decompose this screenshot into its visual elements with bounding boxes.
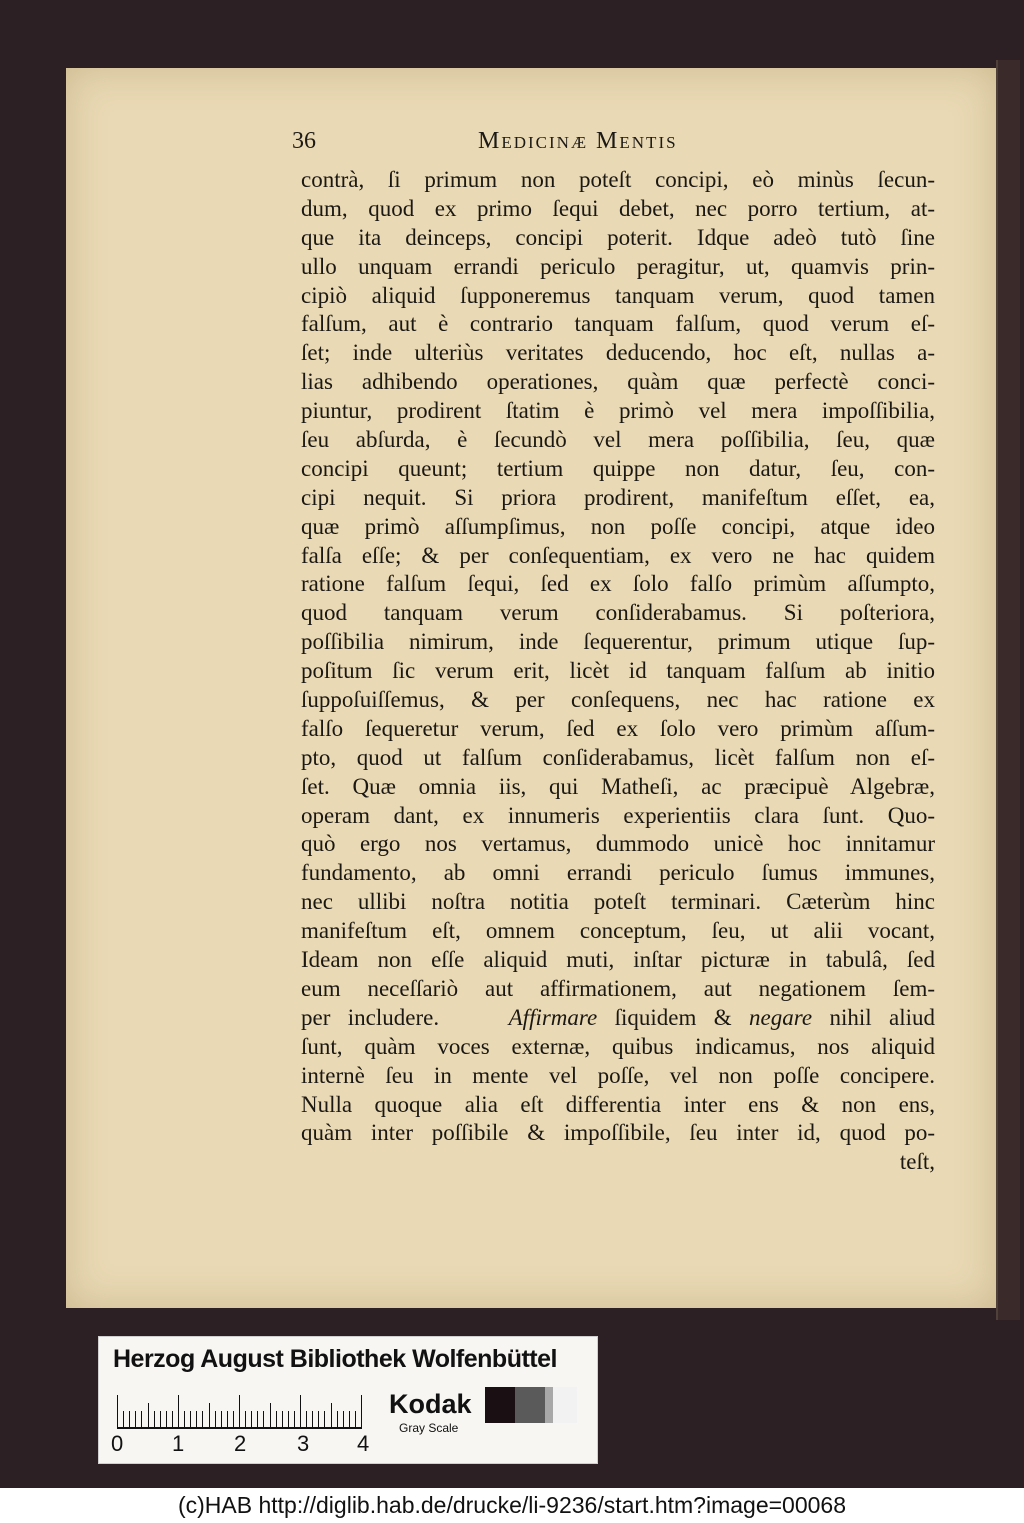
ruler-number: 2: [234, 1431, 247, 1456]
text-line: nec ullibi noſtra notitia poteſt terminari. Cæterùm hinc: [301, 889, 935, 915]
ruler-tick: [312, 1411, 313, 1427]
ruler-tick: [202, 1411, 203, 1427]
copyright-url: (c)HAB http://diglib.hab.de/drucke/li-9236/start.htm?image=00068: [177, 1492, 846, 1518]
page-edge: [996, 60, 1020, 1320]
ruler-tick: [355, 1411, 356, 1427]
ruler-number: 3: [297, 1431, 310, 1456]
ruler-tick: [306, 1411, 307, 1427]
ruler-tick: [318, 1411, 319, 1427]
text-segment: nihil aliud: [812, 1004, 935, 1030]
text-line: fundamento, ab omni errandi periculo ſumus immunes,: [301, 860, 935, 886]
ruler-tick: [184, 1411, 185, 1427]
ruler-tick: [294, 1411, 295, 1427]
ruler-tick: [160, 1411, 161, 1427]
ruler-tick: [276, 1411, 277, 1427]
ruler-tick: [141, 1411, 142, 1427]
running-head: [292, 128, 932, 162]
ruler-tick: [349, 1411, 350, 1427]
text-line: Nulla quoque alia eſt differentia inter ens & non ens,: [301, 1091, 935, 1117]
text-line: falſum, aut è contrario tanquam falſum, quod verum eſ-: [301, 311, 935, 337]
text-line: ſeu abſurda, è ſecundò vel mera poſſibilia, ſeu, quæ: [301, 427, 935, 453]
footer-bar: [0, 1488, 1024, 1523]
text-line: manifeſtum eſt, omnem conceptum, ſeu, ut alii vocant,: [301, 918, 935, 944]
ruler-number: 0: [111, 1431, 124, 1456]
ruler-tick: [129, 1411, 130, 1427]
text-line: lias adhibendo operationes, quàm quæ perfectè conci-: [301, 369, 935, 395]
ruler-tick: [361, 1395, 362, 1427]
gray-swatch-dark: [515, 1387, 545, 1423]
text-line: cipi nequit. Si priora prodirent, manifeſtum eſſet, ea,: [301, 484, 935, 510]
body-text: [301, 166, 935, 1177]
text-line: poſſibilia nimirum, inde ſequerentur, primum utique ſup-: [301, 629, 935, 655]
text-line: poſitum ſic verum erit, licèt id tanquam falſum ab initio: [301, 658, 935, 684]
ruler-tick: [288, 1411, 289, 1427]
text-line: eum neceſſariò aut affirmationem, aut negationem ſem-: [301, 975, 935, 1001]
ruler-tick: [172, 1411, 173, 1427]
gray-scale-label: Gray Scale: [399, 1421, 459, 1435]
text-line: internè ſeu in mente vel poſſe, vel non poſſe concipere.: [301, 1062, 935, 1088]
text-line: ſuppoſuiſſemus, & per conſequens, nec hac ratione ex: [301, 687, 935, 713]
ruler-tick: [117, 1395, 118, 1427]
text-line: quò ergo nos vertamus, dummodo unicè hoc innitamur: [301, 831, 935, 857]
text-line: dum, quod ex primo ſequi debet, nec porro tertium, at-: [301, 195, 935, 221]
text-line: quàm inter poſſibile & impoſſibile, ſeu inter id, quod po-: [301, 1120, 935, 1146]
ruler-tick: [324, 1411, 325, 1427]
ruler-tick: [300, 1395, 301, 1427]
text-line: ratione falſum ſequi, ſed ex ſolo falſo primùm aſſumpto,: [301, 571, 935, 597]
ruler-tick: [190, 1411, 191, 1427]
kodak-logo-text: Kodak: [389, 1389, 472, 1419]
ruler-number: 1: [172, 1431, 185, 1456]
ruler-number: 4: [357, 1431, 370, 1456]
gray-swatch-white: [553, 1387, 577, 1423]
ruler-tick: [251, 1411, 252, 1427]
text-line: concipi queunt; tertium quippe non datur, ſeu, con-: [301, 455, 935, 481]
ruler-tick: [257, 1411, 258, 1427]
italic-term: Affirmare: [508, 1004, 598, 1030]
text-line: contrà, ſi primum non poteſt concipi, eò minùs ſecun-: [301, 167, 935, 192]
text-line: cipiò aliquid ſupponeremus tanquam verum, quod tamen: [301, 282, 935, 308]
ruler-tick: [148, 1403, 149, 1427]
text-line: ullo unquam errandi periculo peragitur, ut, quamvis prin-: [301, 253, 935, 279]
text-line: ſet. Quæ omnia iis, qui Matheſi, ac præcipuè Algebræ,: [301, 773, 935, 799]
text-line: Ideam non eſſe aliquid muti, inſtar picturæ in tabulâ, ſed: [301, 947, 935, 973]
ruler-tick: [196, 1411, 197, 1427]
text-line: que ita deinceps, concipi poterit. Idque adeò tutò ſine: [301, 224, 935, 250]
text-line: pto, quod ut falſum conſiderabamus, licèt falſum non eſ-: [301, 744, 935, 770]
text-line: ſunt, quàm voces externæ, quibus indicamus, nos aliquid: [301, 1033, 935, 1059]
page-number: 36: [292, 128, 316, 154]
ruler-tick: [135, 1411, 136, 1427]
ruler-tick: [331, 1403, 332, 1427]
ruler-tick: [263, 1411, 264, 1427]
ruler-tick: [245, 1411, 246, 1427]
text-line: falſo ſequeretur verum, ſed ex ſolo vero primùm aſſum-: [301, 715, 935, 741]
text-segment: per includere.: [301, 1004, 440, 1030]
ruler-tick: [227, 1411, 228, 1427]
text-line: falſa eſſe; & per conſequentiam, ex vero ne hac quidem: [301, 542, 935, 568]
text-line-with-italics: [301, 1004, 935, 1033]
running-head-title: Medicinæ Mentis: [478, 128, 678, 154]
text-line: quod tanquam verum conſiderabamus. Si poſteriora,: [301, 600, 935, 626]
ruler-tick: [343, 1411, 344, 1427]
ruler-tick: [123, 1411, 124, 1427]
ruler-tick: [215, 1411, 216, 1427]
ruler-tick: [282, 1411, 283, 1427]
text-line: operam dant, ex innumeris experientiis clara ſunt. Quo-: [301, 802, 935, 828]
ruler-tick: [221, 1411, 222, 1427]
ruler-tick: [178, 1395, 179, 1427]
ruler-scale: [117, 1393, 362, 1429]
text-line: piuntur, prodirent ſtatim è primò vel mera impoſſibilia,: [301, 398, 935, 424]
catchword: teſt,: [899, 1149, 935, 1175]
ruler-tick: [337, 1411, 338, 1427]
gray-swatch-mid: [545, 1387, 553, 1423]
color-calibration-card: [98, 1336, 598, 1464]
ruler-tick: [270, 1403, 271, 1427]
text-line: ſet; inde ulteriùs veritates deducendo, hoc eſt, nullas a-: [301, 340, 935, 366]
text-line: quæ primò aſſumpſimus, non poſſe concipi, atque ideo: [301, 513, 935, 539]
ruler-tick: [209, 1403, 210, 1427]
ruler-numbers: [111, 1431, 381, 1457]
ruler-tick: [239, 1395, 240, 1427]
text-segment: ſiquidem &: [597, 1004, 750, 1030]
card-title: Herzog August Bibliothek Wolfenbüttel: [113, 1345, 557, 1373]
italic-term: negare: [749, 1004, 813, 1030]
gray-swatch-black: [485, 1387, 515, 1423]
ruler-tick: [233, 1411, 234, 1427]
ruler-tick: [166, 1411, 167, 1427]
ruler-tick: [154, 1411, 155, 1427]
